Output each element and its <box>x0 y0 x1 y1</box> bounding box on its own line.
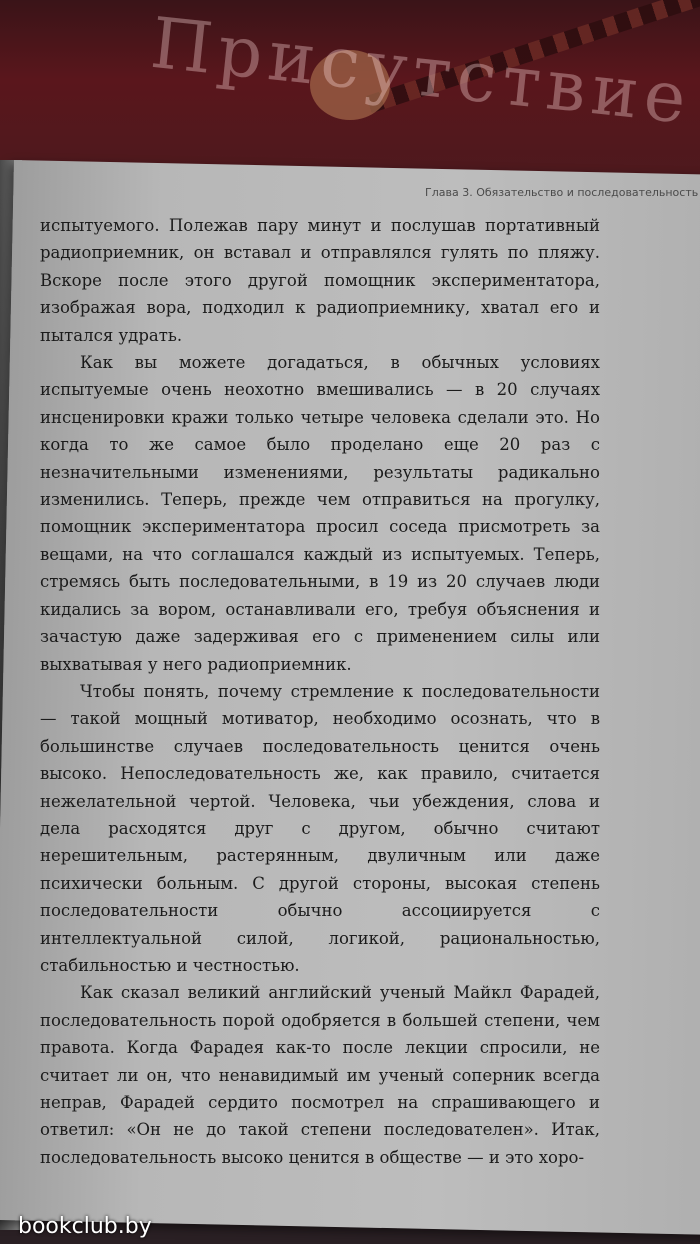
cover-title-text: Присутствие <box>147 1 696 141</box>
paragraph: Как вы можете догадаться, в обычных условиях испытуемые очень неохотно вмешивались — в 20 случаях инсценировки кражи только четыре человека сделали это. Но когда то же самое было проделано еще 20 раз с незначительными изменениями, результаты радикально изменились. Теперь, прежде чем отправиться на прогулку, помощник экспериментатора просил соседа присмотреть за вещами, на что соглашался каждый из испытуемых. Теперь, стремясь быть последовательными, в 19 из 20 случаев люди кидались за вором, останавливали его, требуя объяснения и зачастую даже задерживая его с применением силы или выхватывая у него радиоприемник. <box>40 353 600 674</box>
running-header: Глава 3. Обязательство и последовательность <box>425 186 699 199</box>
site-watermark: bookclub.by <box>18 1214 152 1239</box>
paragraph: испытуемого. Полежав пару минут и послушав портативный радиоприемник, он вставал и отправлялся гулять по пляжу. Вскоре после этого другой помощник экспериментатора, изображая вора, подходил к радиоприемнику, хватал его и пытался удрать. <box>40 216 600 345</box>
paragraph: Как сказал великий английский ученый Майкл Фарадей, последовательность порой одобряется в большей степени, чем правота. Когда Фарадея как-то после лекции спросили, не считает ли он, что ненавидимый им ученый соперник всегда неправ, Фарадей сердито посмотрел на спрашивающего и ответил: «Он не до такой степени последователен». Итак, последовательность высоко ценится в обществе — и это хоро- <box>40 983 600 1167</box>
paragraph: Чтобы понять, почему стремление к последовательности — такой мощный мотиватор, необходимо осознать, что в большинстве случаев последовательность ценится очень высоко. Непоследовательность же, как правило, считается нежелательной чертой. Человека, чьи убеждения, слова и дела расходятся друг с другом, обычно считают нерешительным, растерянным, двуличным или даже психически больным. С другой стороны, высокая степень последовательности обычно ассоциируется с интеллектуальной силой, логикой, рациональностью, стабильностью и честностью. <box>40 681 600 975</box>
page-body-text <box>40 212 600 1171</box>
